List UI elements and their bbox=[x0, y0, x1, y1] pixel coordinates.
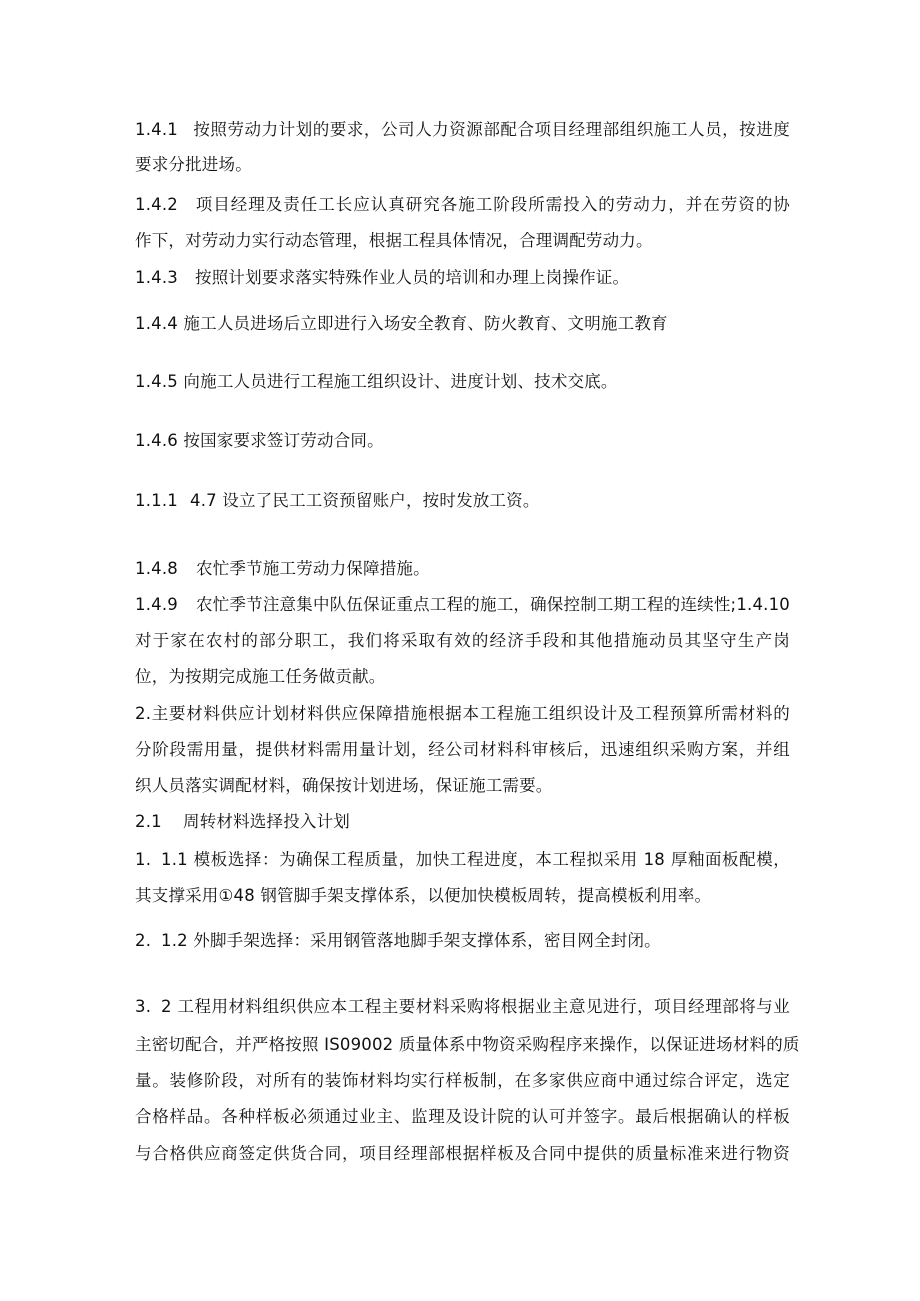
section-number: 1. bbox=[135, 850, 152, 869]
line-text: 织人员落实调配材料，确保按计划进场，保证施工需要。 bbox=[135, 776, 553, 795]
line-text: 周转材料选择投入计划 bbox=[183, 812, 350, 831]
section-number: 2. bbox=[135, 931, 152, 950]
section-number: 2.1 bbox=[135, 812, 162, 831]
paragraph-line bbox=[135, 1070, 790, 1092]
line-text: 作下，对劳动力实行动态管理，根据工程具体情况，合理调配劳动力。 bbox=[135, 231, 653, 250]
line-text: 1.1 模板选择：为确保工程质量，加快工程进度，本工程拟采用 18 厚釉面板配模， bbox=[161, 850, 790, 869]
line-text: 1.4.4 施工人员进场后立即进行入场安全教育、防火教育、文明施工教育 bbox=[135, 314, 668, 333]
paragraph-line bbox=[135, 666, 386, 688]
line-text: 位，为按期完成施工任务做贡献。 bbox=[135, 667, 386, 686]
line-text: 合格样品。各种样板必须通过业主、监理及设计院的认可并签字。最后根据确认的样板 bbox=[135, 1107, 790, 1126]
paragraph-line bbox=[135, 313, 668, 335]
paragraph-line bbox=[135, 558, 430, 580]
paragraph-line bbox=[135, 594, 790, 616]
line-text: 主密切配合，并严格按照 IS09002 质量体系中物资采购程序来操作，以保证进场材料的质 bbox=[135, 1035, 800, 1054]
line-text: 按照劳动力计划的要求，公司人力资源部配合项目经理部组织施工人员，按进度 bbox=[193, 120, 790, 139]
line-text: 1.2 外脚手架选择：采用钢管落地脚手架支撑体系，密目网全封闭。 bbox=[161, 931, 661, 950]
line-text: 按照计划要求落实特殊作业人员的培训和办理上岗操作证。 bbox=[195, 268, 630, 287]
line-text: 1.4.5 向施工人员进行工程施工组织设计、进度计划、技术交底。 bbox=[135, 372, 618, 391]
paragraph-line bbox=[135, 885, 711, 907]
paragraph-line bbox=[135, 1143, 790, 1165]
line-text: 分阶段需用量，提供材料需用量计划，经公司材料科审核后，迅速组织采购方案，并组 bbox=[135, 740, 790, 759]
line-text: 农忙季节施工劳动力保障措施。 bbox=[196, 559, 430, 578]
paragraph-line bbox=[135, 490, 540, 512]
line-text: 要求分批进场。 bbox=[135, 155, 252, 174]
paragraph-line bbox=[135, 739, 790, 761]
paragraph-line bbox=[135, 194, 790, 216]
paragraph-line bbox=[135, 996, 790, 1018]
section-number: 1.4.1 bbox=[135, 120, 178, 139]
paragraph-line bbox=[135, 119, 790, 141]
line-text: 项目经理及责任工长应认真研究各施工阶段所需投入的劳动力，并在劳资的协 bbox=[195, 195, 790, 214]
line-text: 其支撑采用①48 钢管脚手架支撑体系，以便加快模板周转，提高模板利用率。 bbox=[135, 886, 712, 905]
paragraph-line bbox=[135, 430, 384, 452]
line-text: 农忙季节注意集中队伍保证重点工程的施工，确保控制工期工程的连续性;1.4.10 bbox=[196, 595, 790, 614]
line-text: 与合格供应商签定供货合同，项目经理部根据样板及合同中提供的质量标准来进行物资 bbox=[135, 1144, 790, 1163]
paragraph-line bbox=[135, 371, 618, 393]
line-text: 2.主要材料供应计划材料供应保障措施根据本工程施工组织设计及工程预算所需材料的 bbox=[135, 704, 790, 723]
paragraph-line bbox=[135, 849, 790, 871]
paragraph-line bbox=[135, 267, 629, 289]
paragraph-line bbox=[135, 154, 252, 176]
line-text: 1.4.6 按国家要求签订劳动合同。 bbox=[135, 431, 384, 450]
section-number: 3. bbox=[135, 997, 152, 1016]
line-text: 对于家在农村的部分职工，我们将采取有效的经济手段和其他措施动员其坚守生产岗 bbox=[135, 631, 790, 650]
section-number: 1.4.9 bbox=[135, 595, 178, 614]
section-number: 1.4.8 bbox=[135, 559, 178, 578]
paragraph-line bbox=[135, 630, 790, 652]
line-text: 量。装修阶段，对所有的装饰材料均实行样板制，在多家供应商中通过综合评定，选定 bbox=[135, 1071, 790, 1090]
section-number: 1.4.2 bbox=[135, 195, 178, 214]
paragraph-line bbox=[135, 1034, 800, 1056]
section-number: 1.1.1 bbox=[135, 491, 178, 510]
paragraph-line bbox=[135, 930, 661, 952]
paragraph-line bbox=[135, 811, 350, 833]
section-number: 1.4.3 bbox=[135, 268, 178, 287]
paragraph-line bbox=[135, 775, 553, 797]
line-text: 2 工程用材料组织供应本工程主要材料采购将根据业主意见进行，项目经理部将与业 bbox=[161, 997, 790, 1016]
paragraph-line bbox=[135, 230, 653, 252]
line-text: 4.7 设立了民工工资预留账户，按时发放工资。 bbox=[190, 491, 540, 510]
paragraph-line bbox=[135, 1106, 790, 1128]
paragraph-line bbox=[135, 703, 790, 725]
